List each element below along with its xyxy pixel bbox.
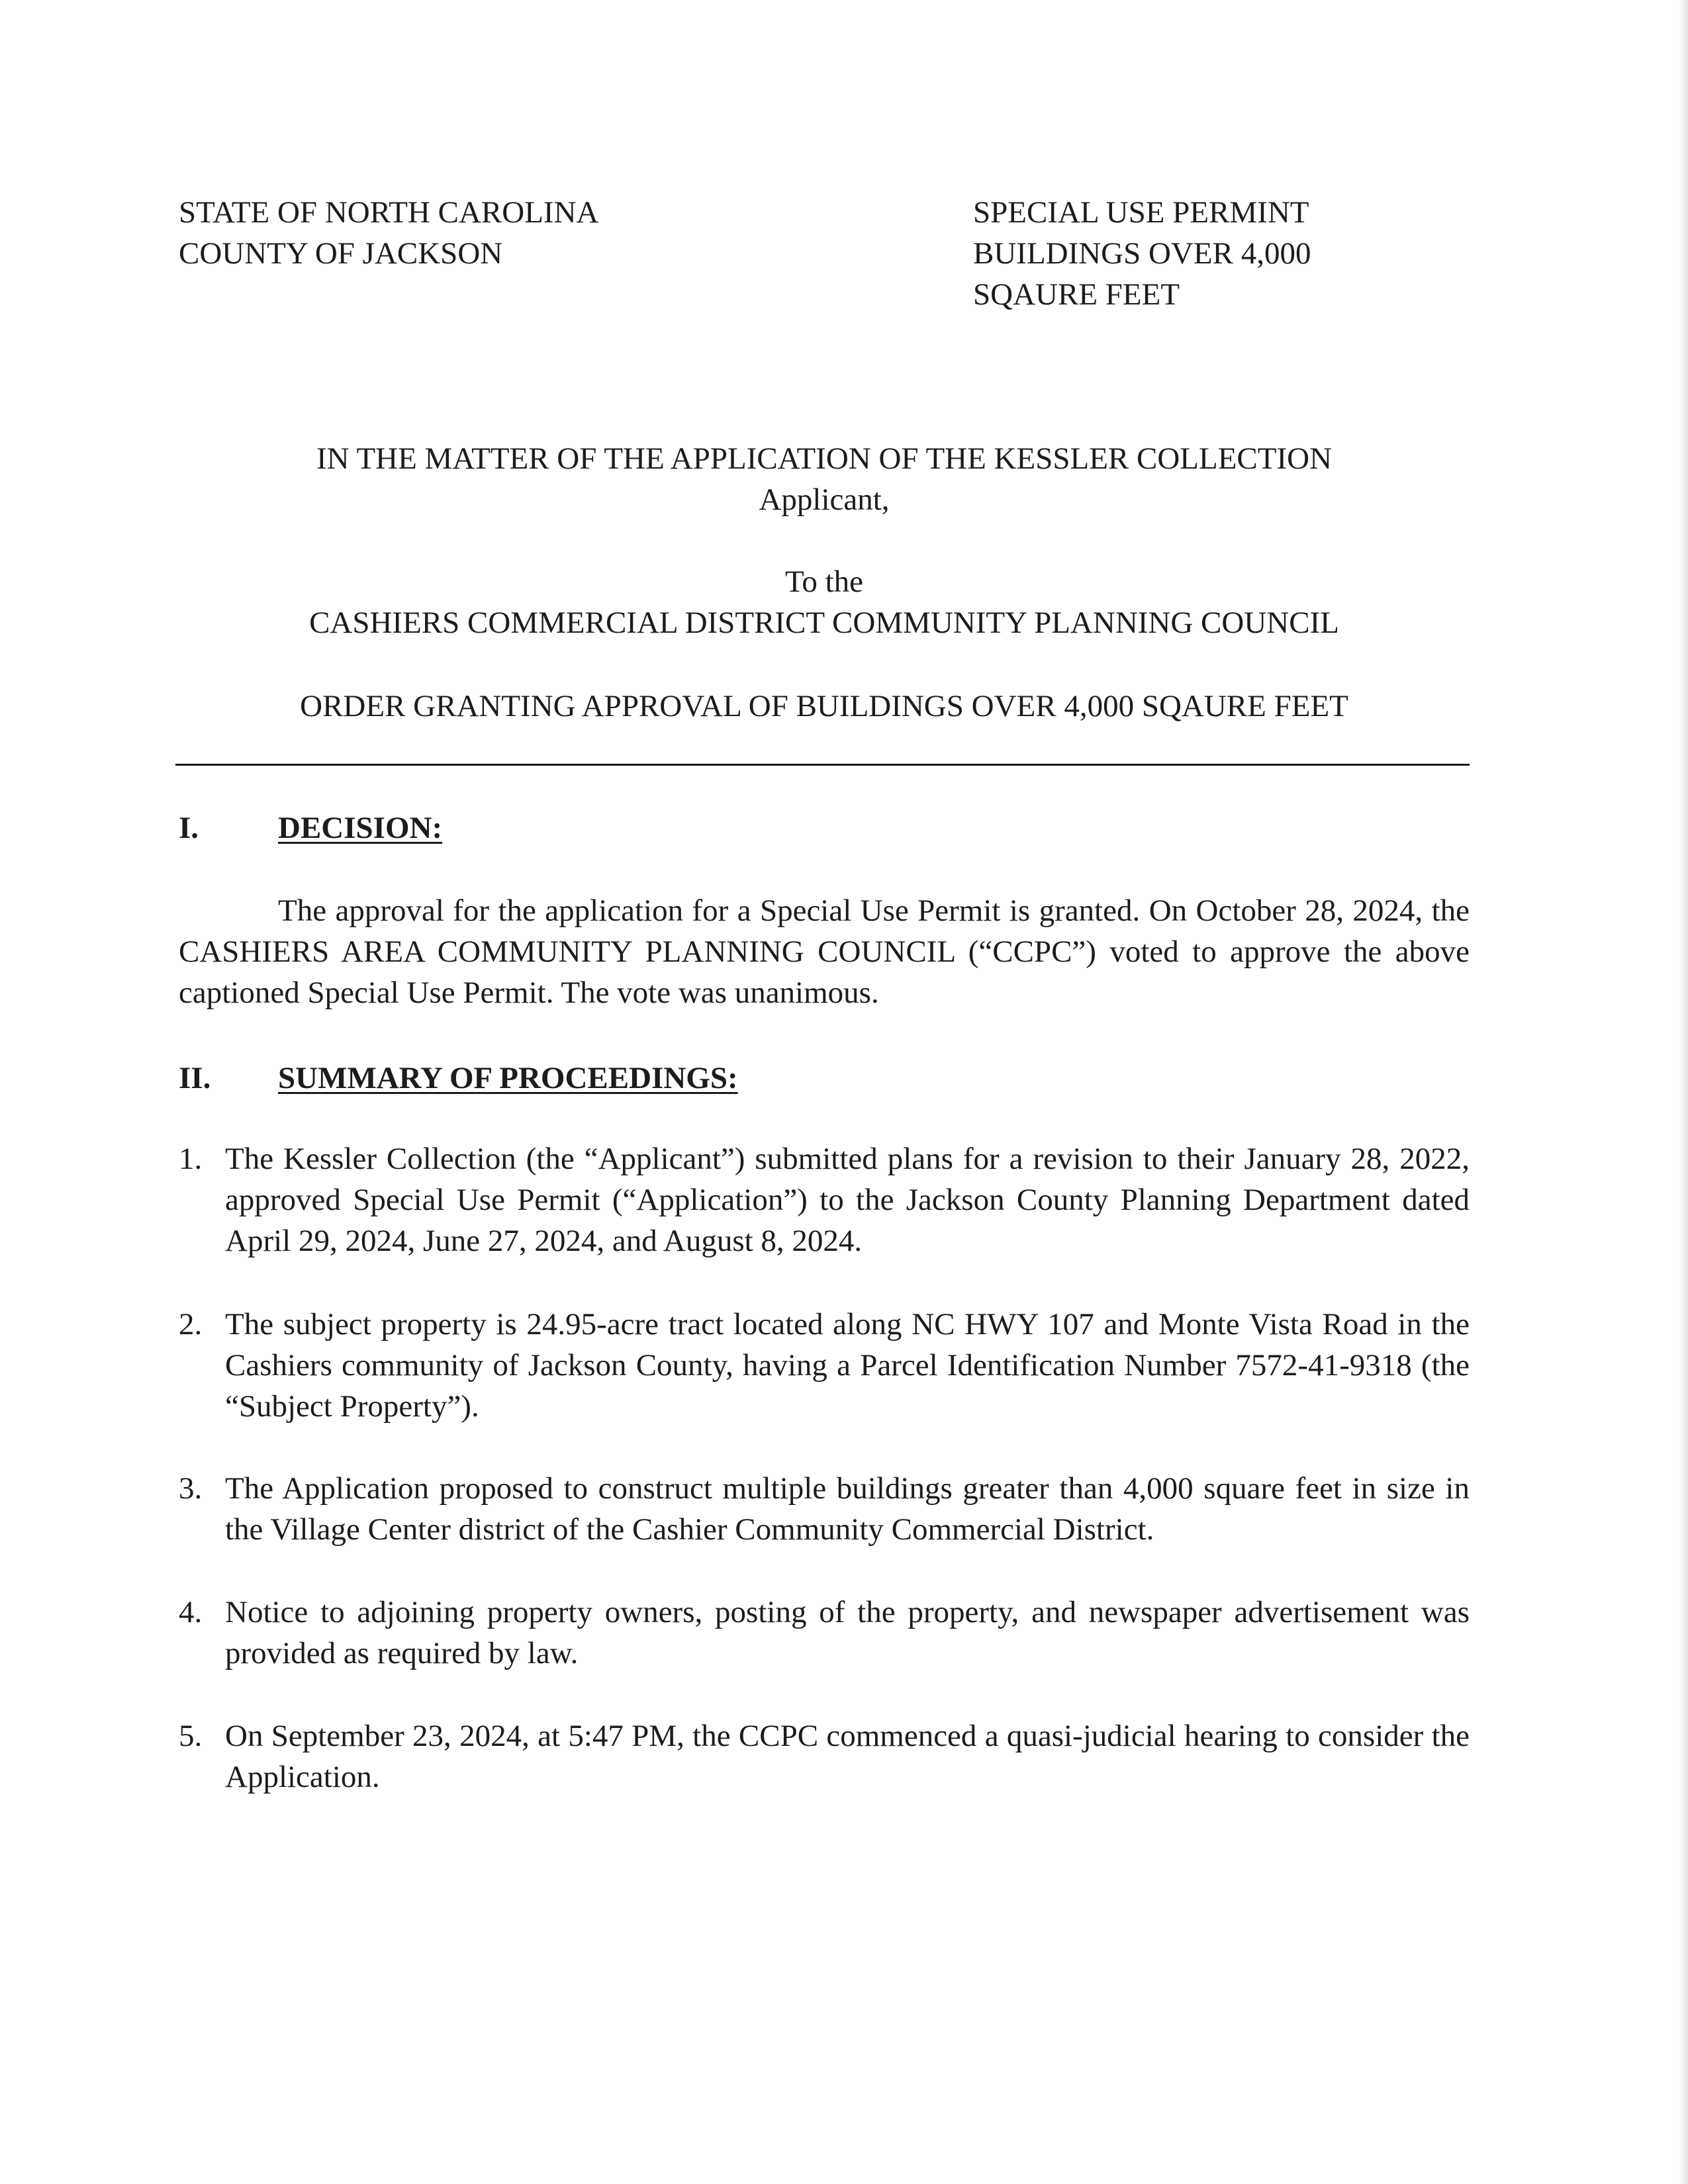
list-item <box>179 1592 1470 1674</box>
list-item-number: 1. <box>179 1142 203 1176</box>
section-title: SUMMARY OF PROCEEDINGS: <box>278 1061 738 1095</box>
matter-line: IN THE MATTER OF THE APPLICATION OF THE KESSLER COLLECTION <box>316 441 1333 476</box>
caption-doc-line: BUILDINGS OVER 4,000 <box>973 236 1311 271</box>
section-title: DECISION: <box>278 811 443 845</box>
caption-county: COUNTY OF JACKSON <box>179 236 503 271</box>
order-title: ORDER GRANTING APPROVAL OF BUILDINGS OVER 4,000 SQAURE FEET <box>300 689 1348 723</box>
caption-jurisdiction <box>179 192 598 274</box>
list-item-text: Notice to adjoining property owners, posting of the property, and newspaper advertisement was provided as required by law. <box>225 1595 1470 1670</box>
applicant-label: Applicant, <box>759 482 890 517</box>
list-item <box>179 1138 1470 1261</box>
caption-document-type <box>973 192 1311 315</box>
list-item-text: The Application proposed to construct multiple buildings greater than 4,000 square feet in size in the Village Center district of the Cashier Community Commercial District. <box>225 1471 1470 1547</box>
list-item-text: The subject property is 24.95-acre tract located along NC HWY 107 and Monte Vista Road in the Cashiers community of Jackson County, having a Parcel Identification Number 7572-41-9318 (the “Subject Property”). <box>225 1307 1470 1424</box>
list-item-number: 4. <box>179 1595 203 1629</box>
scan-page-edge <box>1679 0 1688 2184</box>
decision-paragraph: The approval for the application for a Special Use Permit is granted. On October 28, 2024, the CASHIERS AREA COMMUNITY PLANNING COUNCIL (“CCPC”) voted to approve the above captioned Special Use Permit. The vote was unanimous. <box>179 893 1470 1010</box>
list-item-text: The Kessler Collection (the “Applicant”) submitted plans for a revision to their January 28, 2022, approved Special Use Permit (“Application”) to the Jackson County Planning Department dated April 29, 2024, June 27, 2024, and August 8, 2024. <box>225 1142 1470 1258</box>
section-number: I. <box>179 811 199 845</box>
list-item <box>179 1468 1470 1550</box>
list-item-number: 3. <box>179 1471 203 1506</box>
list-item-text: On September 23, 2024, at 5:47 PM, the CCPC commenced a quasi-judicial hearing to consider the Application. <box>225 1719 1470 1794</box>
caption-doc-line: SPECIAL USE PERMINT <box>973 195 1309 230</box>
list-item <box>179 1304 1470 1427</box>
addressee-heading <box>179 561 1470 643</box>
list-item <box>179 1715 1470 1797</box>
caption-doc-line: SQAURE FEET <box>973 277 1180 312</box>
caption-state: STATE OF NORTH CAROLINA <box>179 195 599 230</box>
council-name: CASHIERS COMMERCIAL DISTRICT COMMUNITY PLANNING COUNCIL <box>309 606 1339 640</box>
horizontal-divider <box>175 764 1470 766</box>
section-number: II. <box>179 1061 211 1095</box>
list-item-number: 5. <box>179 1719 203 1753</box>
list-item-number: 2. <box>179 1307 203 1342</box>
matter-heading <box>179 438 1470 520</box>
to-the-label: To the <box>784 565 864 599</box>
